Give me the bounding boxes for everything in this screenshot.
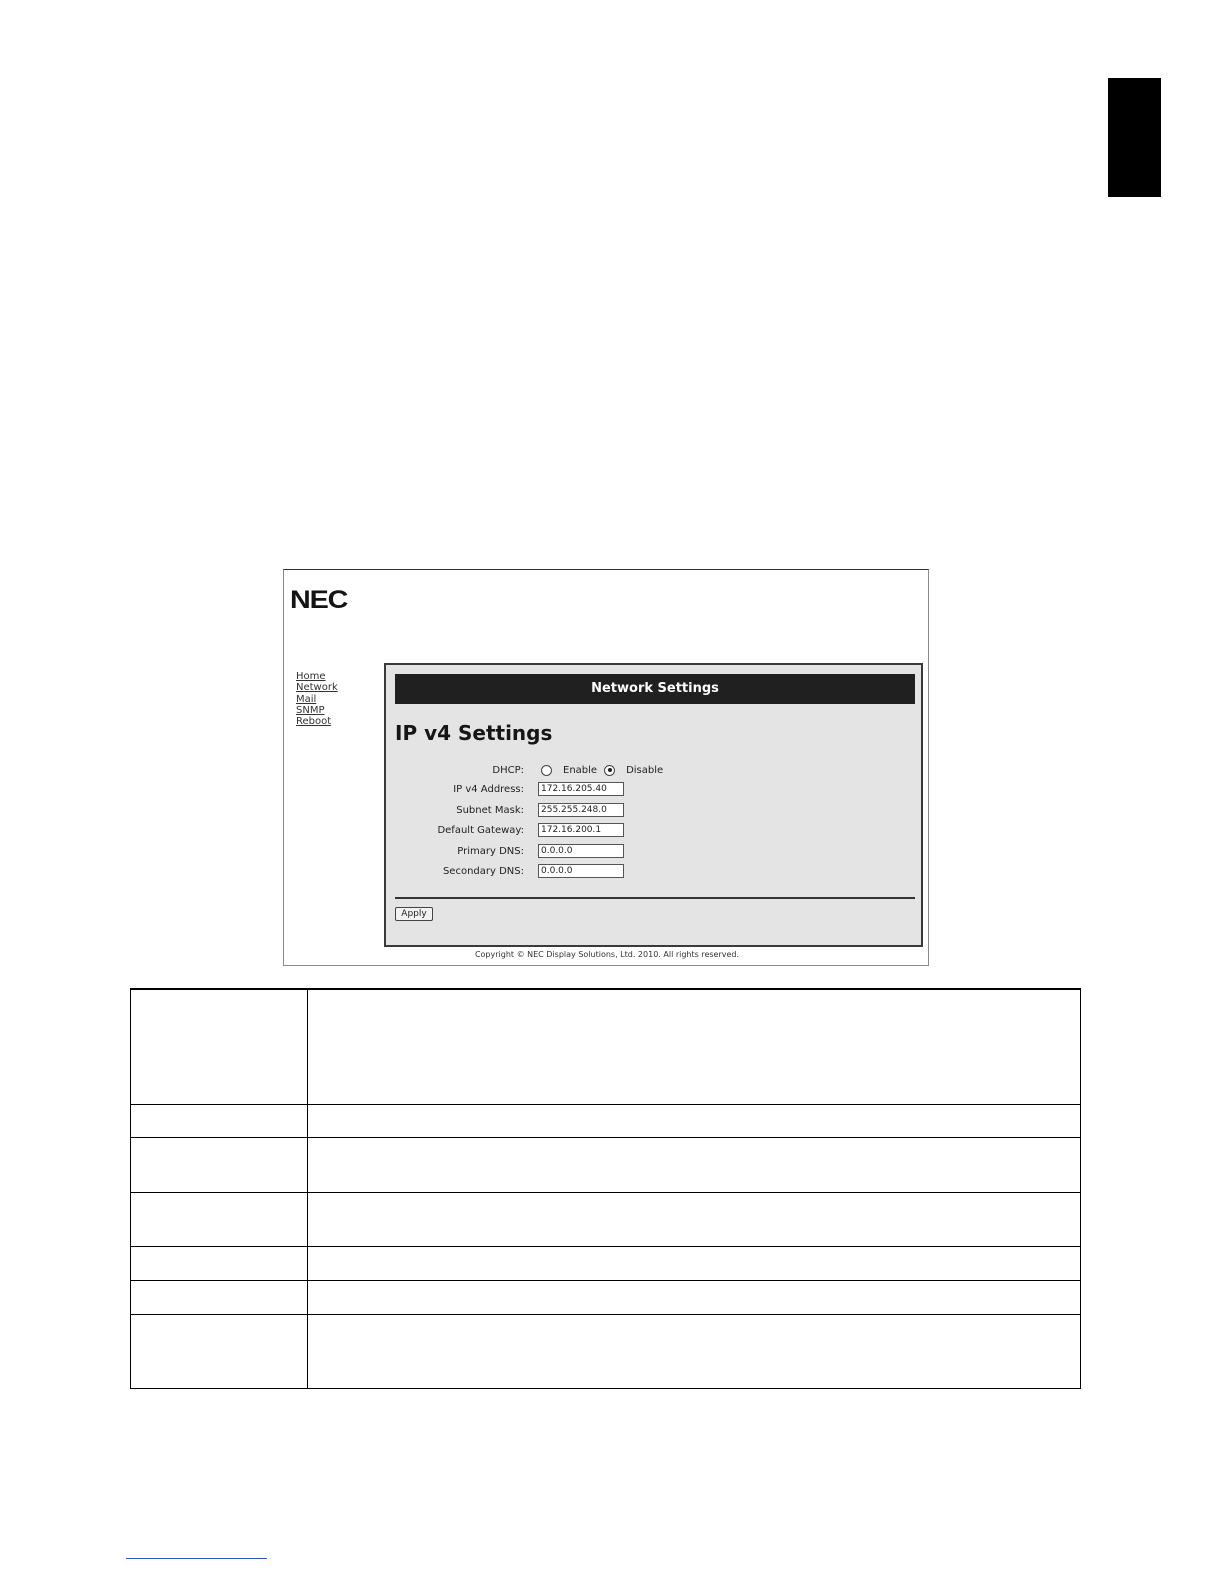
dhcp-enable-radio[interactable] <box>541 765 552 776</box>
default-gateway-field[interactable] <box>538 823 624 837</box>
primary-dns-label: Primary DNS: <box>457 845 524 857</box>
nav-link-mail[interactable]: Mail <box>296 693 317 705</box>
panel-divider <box>395 897 915 899</box>
nav-link-snmp[interactable]: SNMP <box>296 704 325 716</box>
nav-link-network[interactable]: Network <box>296 682 338 694</box>
primary-dns-row <box>386 843 921 859</box>
ipv4-address-field[interactable] <box>538 782 624 796</box>
ipv4-address-row <box>386 781 921 797</box>
footnote-rule <box>126 1558 267 1559</box>
nav-link-home[interactable]: Home <box>296 671 326 682</box>
nec-logo: NEC <box>290 586 348 614</box>
subnet-mask-row <box>386 802 921 818</box>
section-tab-marker <box>1108 78 1161 197</box>
table-row <box>131 1104 1080 1138</box>
subnet-mask-field[interactable] <box>538 803 624 817</box>
dhcp-row <box>386 762 921 778</box>
nav-link-reboot[interactable]: Reboot <box>296 716 332 728</box>
table-row <box>131 1280 1080 1315</box>
table-row <box>131 1137 1080 1193</box>
secondary-dns-row <box>386 863 921 879</box>
subnet-mask-label: Subnet Mask: <box>456 804 524 816</box>
table-row <box>131 1246 1080 1281</box>
copyright-text: Copyright © NEC Display Solutions, Ltd. 2010. All rights reserved. <box>474 950 740 959</box>
dhcp-disable-radio[interactable] <box>604 765 615 776</box>
network-settings-panel <box>384 663 923 947</box>
table-row <box>131 1192 1080 1247</box>
default-gateway-label: Default Gateway: <box>437 824 524 836</box>
secondary-dns-field[interactable] <box>538 864 624 878</box>
web-ui-screenshot <box>283 569 929 966</box>
dhcp-label: DHCP: <box>492 764 524 776</box>
secondary-dns-label: Secondary DNS: <box>442 865 524 877</box>
settings-description-table <box>130 988 1081 1389</box>
table-row <box>131 1314 1080 1389</box>
dhcp-disable-label: Disable <box>626 764 664 776</box>
dhcp-radio-group <box>541 765 670 776</box>
apply-button[interactable]: Apply <box>395 907 433 921</box>
primary-dns-field[interactable] <box>538 844 624 858</box>
page-title: IP v4 Settings <box>395 721 553 745</box>
dhcp-enable-label: Enable <box>563 764 598 776</box>
panel-header: Network Settings <box>395 674 915 704</box>
table-row <box>131 989 1080 1105</box>
default-gateway-row <box>386 822 921 838</box>
ipv4-address-label: IP v4 Address: <box>453 783 524 795</box>
nav-menu <box>296 671 338 727</box>
